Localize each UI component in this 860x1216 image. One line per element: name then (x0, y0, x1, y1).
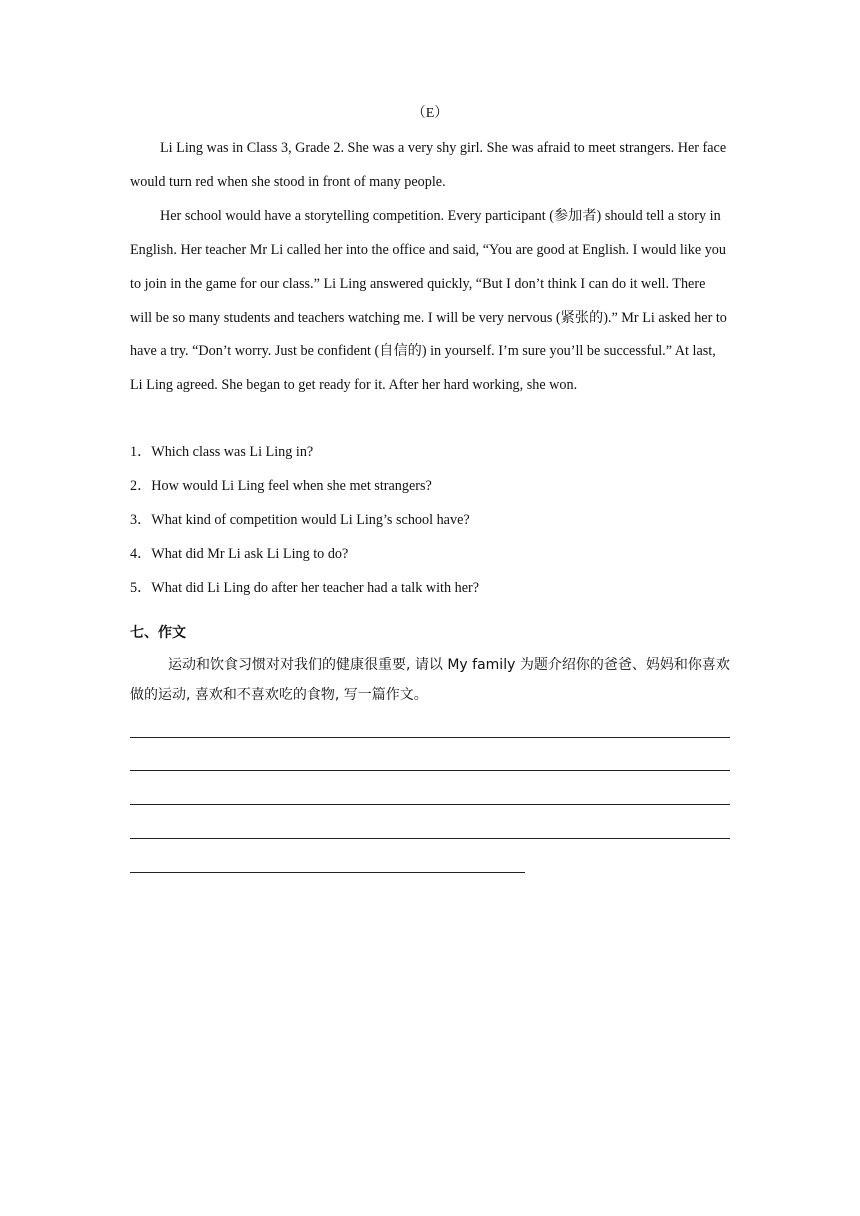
question-text: What did Mr Li ask Li Ling to do? (151, 545, 349, 562)
question-item (130, 504, 730, 538)
section-label: （E） (411, 106, 449, 121)
writing-prompt-text: 运动和饮食习惯对对我们的健康很重要, 请以 My family 为题介绍你的爸爸、妈妈和你喜欢做的运动, 喜欢和不喜欢吃的食物, 写一篇作文。 (130, 657, 730, 703)
question-number: 5． (130, 579, 152, 596)
question-text: How would Li Ling feel when she met strangers? (151, 477, 432, 494)
answer-line[interactable] (130, 804, 730, 805)
question-item (130, 436, 730, 470)
question-item (130, 538, 730, 572)
question-item (130, 572, 730, 606)
question-number: 1． (130, 444, 152, 460)
question-text: What did Li Ling do after her teacher had a talk with her? (151, 579, 480, 596)
question-item (130, 470, 730, 504)
passage-paragraph-1: Li Ling was in Class 3, Grade 2. She was a very shy girl. She was afraid to meet strangers. Her face would turn red when she stood in front of many people. (130, 140, 727, 190)
answer-line[interactable] (130, 737, 730, 738)
question-number: 3． (130, 511, 152, 528)
answer-line[interactable] (130, 872, 525, 873)
writing-section-heading: 七、作文 (130, 625, 186, 641)
question-number: 4． (130, 545, 152, 562)
question-text: What kind of competition would Li Ling’s school have? (151, 511, 470, 528)
passage-paragraph-2: Her school would have a storytelling competition. Every participant (参加者) should tell a story in English. Her teacher Mr Li called her into the office and said, “You are good at English. I would like you to join in the game for our class.” Li Ling answered quickly, “But I don’t think I can do it well. There will be so many students and teachers watching me. I will be very nervous (紧张的).” Mr Li asked her to have a try. “Don’t worry. Just be confident (自信的) in yourself. I’m sure you’ll be successful.” At last, Li Ling agreed. She began to get ready for it. After her hard working, she won. (130, 207, 727, 394)
answer-line[interactable] (130, 770, 730, 771)
answer-line[interactable] (130, 838, 730, 839)
reading-passage (130, 132, 730, 403)
question-text: Which class was Li Ling in? (151, 444, 314, 460)
question-number: 2． (130, 477, 152, 494)
writing-prompt (130, 650, 730, 710)
question-list (130, 436, 730, 606)
